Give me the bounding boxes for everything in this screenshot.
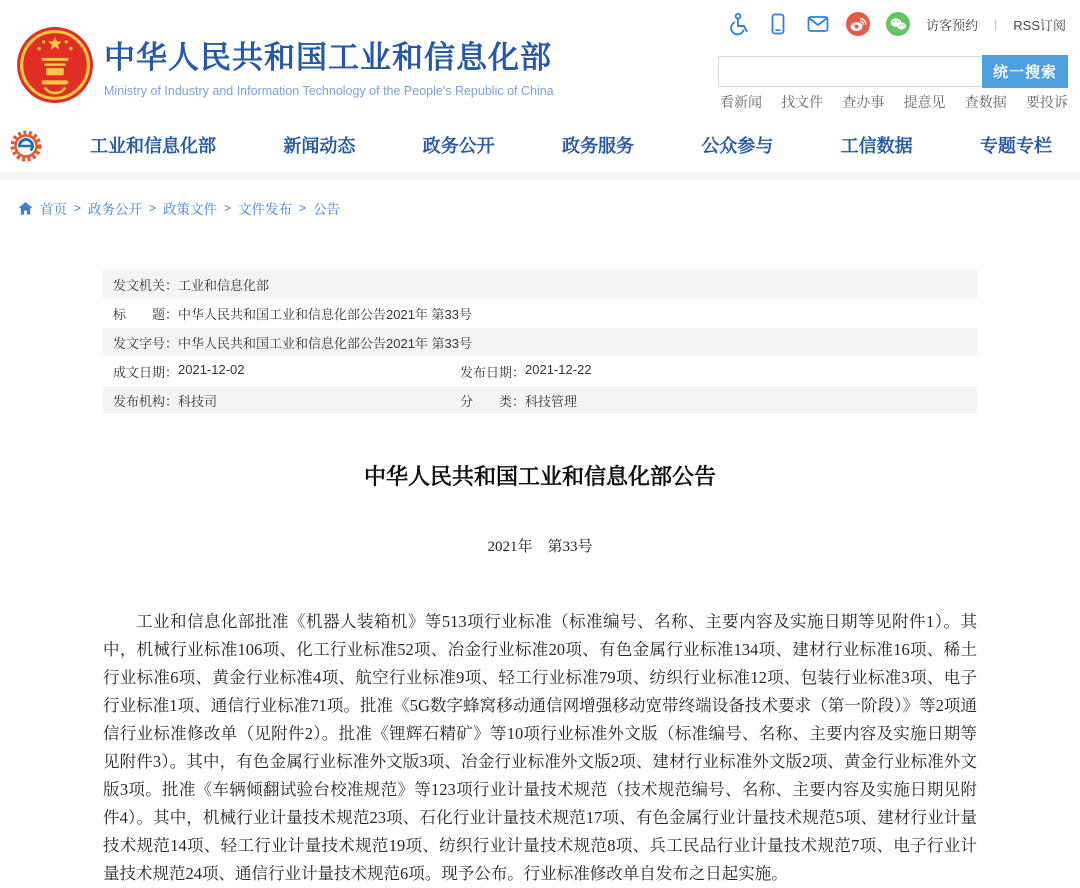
quick-link-services[interactable]: 查办事 (842, 94, 885, 110)
meta-label: 发文字号： (113, 335, 179, 351)
visitor-booking-link[interactable]: 访客预约 (926, 17, 979, 33)
document-main (103, 218, 977, 888)
utility-bar (726, 12, 1066, 36)
nav-item-public-participation[interactable]: 公众参与 (701, 136, 774, 156)
meta-cell (113, 333, 472, 352)
meta-cell-written-date (113, 362, 460, 381)
mobile-icon[interactable] (766, 12, 790, 36)
quick-link-complaint[interactable]: 要投诉 (1025, 94, 1068, 110)
meta-cell (113, 304, 472, 323)
breadcrumb-separator: > (74, 201, 82, 215)
breadcrumb-separator: > (299, 201, 307, 215)
meta-value: 工业和信息化部 (178, 277, 270, 293)
meta-value: 科技管理 (525, 393, 578, 409)
nav-divider-strip (0, 172, 1080, 180)
meta-value: 中华人民共和国工业和信息化部公告2021年 第33号 (178, 306, 473, 322)
article-title: 中华人民共和国工业和信息化部公告 (363, 464, 716, 489)
article-body: 工业和信息化部批准《机器人装箱机》等513项行业标准（标准编号、名称、主要内容及实施日期等见附件1）。其中，机械行业标准106项、化工行业标准52项、冶金行业标准20项、有色金属行业标准134项、建材行业标准16项、稀土行业标准6项、黄金行业标准4项、航空行业标准9项、轻工行业标准79项、纺织行业标准12项、包装行业标准3项、电子行业标准1项、通信行业标准71项。批准《5G数字蜂窝移动通信网增强移动宽带终端设备技术要求（第一阶段）》等2项通信行业标准修改单（见附件2）。批准《锂辉石精矿》等10项行业标准外文版（标准编号、名称、主要内容及实施日期等见附件3）。其中，有色金属行业标准外文版3项、冶金行业标准外文版2项、建材行业标准外文版2项、黄金行业标准外文版3项。批准《车辆倾翻试验台校准规范》等123项行业计量技术规范（技术规范编号、名称、主要内容及实施日期见附件4）。其中，机械行业计量技术规范23项、石化行业计量技术规范17项、有色金属行业计量技术规范5项、建材行业计量技术规范14项、轻工行业计量技术规范19项、纺织行业计量技术规范8项、兵工民品行业计量技术规范7项、电子行业计量技术规范24项、通信行业计量技术规范6项。现予公布。行业标准修改单自发布之日起实施。 (103, 612, 977, 883)
meta-cell-publish-date (460, 362, 592, 381)
rss-link[interactable]: RSS订阅 (1013, 17, 1066, 33)
home-icon[interactable] (18, 201, 33, 216)
nav-item-news[interactable]: 新闻动态 (283, 136, 356, 156)
meta-row-org-category (103, 386, 977, 414)
meta-cell (113, 275, 269, 294)
nav-item-special-topics[interactable]: 专题专栏 (979, 136, 1052, 156)
nav-item-industry-data[interactable]: 工信数据 (840, 136, 913, 156)
quick-link-feedback[interactable]: 提意见 (903, 94, 946, 110)
breadcrumb-separator: > (149, 201, 157, 215)
national-emblem-logo (16, 26, 94, 104)
main-nav (0, 118, 1080, 172)
breadcrumb-gov-disclosure[interactable]: 政务公开 (88, 202, 143, 217)
article-subtitle: 2021年 第33号 (487, 539, 593, 555)
breadcrumb-announcement[interactable]: 公告 (313, 202, 341, 217)
document-meta-table (103, 270, 977, 414)
mail-icon[interactable] (806, 12, 830, 36)
unified-search-button[interactable]: 统一搜索 (982, 55, 1068, 88)
meta-label: 发文机关： (113, 277, 179, 293)
quick-links (720, 92, 1068, 112)
nav-item-miit[interactable]: 工业和信息化部 (90, 136, 216, 156)
meta-row-issuing-agency (103, 270, 977, 298)
utility-divider: | (994, 17, 998, 31)
nav-item-gov-disclosure[interactable]: 政务公开 (422, 136, 495, 156)
accessibility-icon[interactable] (726, 12, 750, 36)
search-input[interactable] (718, 56, 982, 87)
breadcrumb (0, 180, 1080, 218)
quick-link-files[interactable]: 找文件 (781, 94, 824, 110)
wechat-icon[interactable] (886, 12, 910, 36)
meta-row-dates (103, 357, 977, 385)
meta-label: 发布机构： (113, 393, 179, 409)
breadcrumb-file-release[interactable]: 文件发布 (238, 202, 293, 217)
meta-row-document-number (103, 328, 977, 356)
meta-label: 分 类： (460, 393, 526, 409)
brand-block (104, 32, 554, 98)
meta-value: 2021-12-02 (178, 361, 245, 377)
breadcrumb-home[interactable]: 首页 (40, 202, 67, 217)
quick-link-news[interactable]: 看新闻 (720, 94, 762, 110)
weibo-icon[interactable] (846, 12, 870, 36)
nav-items (46, 132, 1066, 158)
meta-value: 中华人民共和国工业和信息化部公告2021年 第33号 (178, 335, 473, 351)
meta-row-title (103, 299, 977, 327)
quick-link-data[interactable]: 查数据 (964, 94, 1007, 110)
meta-label: 发布日期： (460, 364, 526, 380)
meta-cell-publishing-org (113, 391, 460, 410)
breadcrumb-separator: > (224, 201, 232, 215)
site-title: 中华人民共和国工业和信息化部 (104, 40, 552, 75)
site-subtitle: Ministry of Industry and Information Technology of the People's Republic of China (104, 84, 554, 98)
meta-cell-category (460, 391, 577, 410)
meta-value: 科技司 (178, 393, 218, 409)
site-header (0, 0, 1080, 118)
breadcrumb-policy-files[interactable]: 政策文件 (163, 202, 218, 217)
meta-label: 标 题： (113, 306, 179, 322)
search-bar (718, 55, 1068, 88)
meta-value: 2021-12-22 (525, 361, 592, 377)
nav-item-gov-services[interactable]: 政务服务 (561, 136, 634, 156)
meta-label: 成文日期： (113, 364, 179, 380)
miit-gear-logo-icon (8, 126, 46, 164)
